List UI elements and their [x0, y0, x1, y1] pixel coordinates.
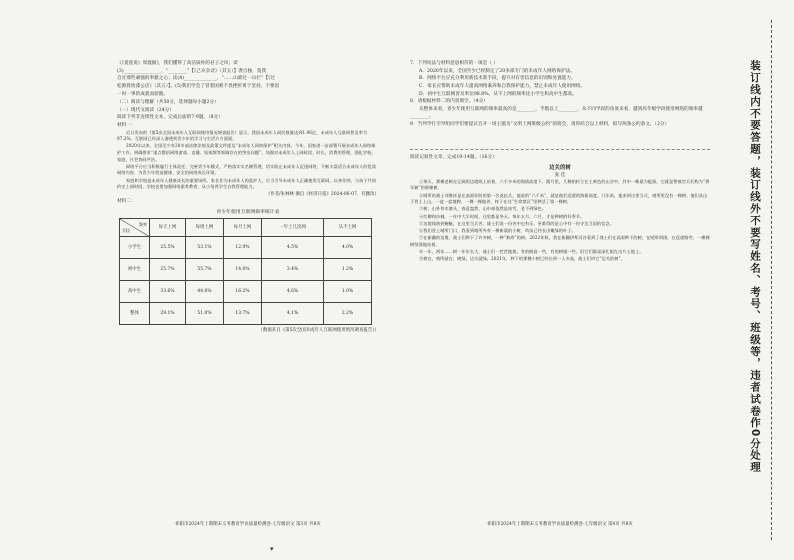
reading-instruction: 阅读记叙性文章，完成10-14题。（16分） — [410, 154, 497, 160]
table-cell: 4.5% — [262, 236, 324, 258]
table-cell: 33.6% — [150, 280, 186, 302]
table-header-cell: 每周上网 — [186, 218, 224, 236]
intro-block — [117, 60, 379, 98]
exam-page-3 — [117, 60, 379, 528]
table-header-cell: 一年上几次网 — [262, 218, 324, 236]
table-header-cell: 每天上网 — [150, 218, 186, 236]
table-cell: 12.9% — [224, 236, 262, 258]
option-a: A．2020年以来，全国至少已经制定了20多部专门的未成年人网络保护法。 — [419, 68, 575, 74]
question-7: 7．下列说法与材料意思相符的一项是（ ） — [410, 61, 499, 66]
article-paragraph: ⑨树在，哨所就在；树绿，边关就绿。2021年，种下的那棵小树已经长到一人多高，战士们叫它“边关的树”。 — [419, 256, 625, 262]
table-cell: 1.0% — [324, 280, 372, 302]
table-title: 青少年使用互联网频率统计表 — [216, 209, 280, 215]
table-cell: 29.1% — [150, 302, 186, 324]
question-8: 8．请根据材料二的内容填空。（4分） — [410, 99, 488, 105]
article-paragraph: ⑧一年，两年……树一年年长大，战士们一茬茬地换。有的树高一些，有的树矮一些，但它们都深深扎根在这片土地上。 — [419, 248, 644, 254]
article-paragraph: ②哨所的战士刘聚祥是在高原驻防的第一名退伍兵，他说的“六千米”，就是他们巡逻的海拔高度。几年前，他来到这里当兵，哨所里没有一棵树。他们从山下背土上山，一盆一盆地种，一棵一棵地养，终于在这“生命禁区”里种活了第一棵树。 — [410, 192, 708, 205]
row-label: 小学生 — [120, 236, 150, 258]
option-d: D．初中生互联网普及率达98.8%，从不上网的频率比小学生和高中生都高。 — [419, 91, 577, 97]
table-cell: 2.2% — [324, 302, 372, 324]
question-8-text: 从整体来看，青少年使用互联网的频率最高的是________，半数以上________，从不同学段的角度来看，越到高年级学段使用网络的频率越________。 — [410, 107, 703, 120]
binding-margin — [727, 20, 783, 540]
table-cell: 44.6% — [186, 280, 224, 302]
question-9: 9．当列学打引导组同学们要提议召开一场主题为“文明上网班级公约”的班会，请你结合以上材料，拟写两条公约条文。（2分） — [410, 121, 670, 127]
table-cell: 55.7% — [186, 258, 224, 280]
corner-bottom-label: 学段 — [122, 227, 131, 233]
corner-top-label: 频率 — [138, 221, 147, 227]
table-cell: 3.4% — [262, 258, 324, 280]
answer-space — [410, 129, 710, 143]
material-paragraph: 近日发布的《第5次全国未成年人互联网使用情况调查报告》显示，我国未成年人网民数量达到1.96亿，未成年人互联网普及率为97.2%。互联网已经深入渗透到青少年的学习与生活方方面面。 — [117, 129, 368, 142]
option-c: C．家长应帮助未成年人提高网络素养和自我保护能力，禁止未成年人使用网络。 — [419, 84, 586, 90]
material-label: 材料二： — [117, 199, 136, 205]
page-footer: 祁阳市2024年上期期末义务教育学业质量检测卷·七年级语文 第4页 共8页 — [487, 521, 633, 527]
table-row — [120, 302, 372, 324]
section-heading: （二）阅读与理解（共50分，选择题每小题2分） — [117, 99, 219, 105]
table-row — [120, 280, 372, 302]
binding-warning: 装订线内不要答题，装订线外不要写姓名、考号、班级等，违者试卷作0分处理 — [749, 60, 761, 474]
section-divider — [410, 149, 710, 150]
subsection-heading: （一）现代文阅读（24分） — [117, 107, 175, 113]
article-paragraph: ⑤边境线曲折蜿蜒，在这里当兵苦，战士们说一份苦中也有乐，更难得的是心中有一份守边卫国的信念。 — [419, 220, 614, 226]
intro-line: 自甘那些顽强的奉献之心；读(4)______________，“……山欲过一山拦”【《过 — [117, 76, 276, 82]
table-cell: 4.1% — [262, 302, 324, 324]
instruction: 阅读下列非连续性文本，完成后面的7-9题。（8分） — [117, 115, 223, 121]
page-footer: 祁阳市2024年上期期末义务教育学业质量检测卷·七年级语文 第3页 共8页 — [175, 521, 321, 527]
intro-line: 《《爱莲说》周敦颐》，我们懂得了高洁质朴的君子之风；读 — [117, 61, 238, 66]
article-title: 边关的树 — [549, 164, 571, 171]
exam-page-4 — [410, 60, 710, 528]
intro-line: (3)________________，“________”【《己亥杂诗》（其五）】袭自独，莫我 — [117, 68, 267, 74]
table-cell: 25.5% — [150, 236, 186, 258]
material-paragraph: 家庭和学校是未成年人健康成长的重要场所。家长作为未成年人的监护人，应当引导未成年人正确使用互联网，以身作则，与孩子共同约定上网时间，学校也要加强网络素养教育，从小培养学生自我管理能力。 — [117, 177, 377, 190]
article-paragraph: ③树，山外草木寨头，春意盎然，山中却依然是冰雪，老不到绿色。 — [419, 206, 547, 212]
fold-mark: ▾ — [270, 545, 274, 553]
table-cell: 13.7% — [224, 302, 262, 324]
material-source: （作者/朱林林 摘自《经济日报》2024-06-07，有删改） — [265, 192, 379, 198]
intro-line: 松源晨炊漆公店》（其五）】。(5)我们学会了冒着困难不畏挫折勇于坚持，不要因 — [117, 84, 280, 90]
row-label: 高中生 — [120, 280, 150, 302]
table-corner-cell — [120, 218, 150, 236]
material-label: 材料一： — [117, 122, 136, 128]
frequency-table — [119, 218, 372, 325]
material-paragraph: 网络平台应当积极履行主体责任，完善青少年模式，严格落实实名制管理，切实防止未成年人沉迷网络，不断丰富适合未成年人的优质网络内容，为青少年营造健康、安全的网络成长环境。 — [117, 163, 377, 176]
table-cell: 16.2% — [224, 280, 262, 302]
row-label: 初中生 — [120, 258, 150, 280]
article-paragraph: ⑦在新疆的边境，战士们种下了许多树，一种“救命”的树。2022年秋，我在新疆伊犁河谷看到了战士们在高原种下的树，在哨所周围，在巡逻路旁，一棵棵树坚强地站着。 — [410, 235, 710, 247]
table-cell: 53.1% — [186, 236, 224, 258]
table-header-cell: 每月上网 — [224, 218, 262, 236]
table-source: （数据来自《第5次全国未成年人互联网使用情况调查报告》） — [258, 327, 379, 333]
table-cell: 14.0% — [224, 258, 262, 280]
table-cell: 4.6% — [262, 280, 324, 302]
table-row — [120, 258, 372, 280]
table-cell: 4.0% — [324, 236, 372, 258]
table-cell: 1.2% — [324, 258, 372, 280]
article-paragraph: ①那天，那棵老树在辽阔的边境线上站着，六千多米的海拔高度下，圆月里，几株柏杉立在土黄色的山谷中，其中一株最为挺拔，它就是曾被官兵们称为“将军树”的那棵树。 — [410, 178, 710, 191]
row-label: 整体 — [120, 302, 150, 324]
article-paragraph: ⑥我们登上哨所门口，我看到哨所外有一棵新栽的小树，幼苗已经长出嫩绿的叶子。 — [419, 227, 576, 233]
table-header-row — [120, 218, 372, 236]
material-paragraph: 2020年以来，全国至少有20多部法律法规及政策文件提及“未成年人网络保护”相关内容。今年，国家进一步部署开展未成年人网络保护工作，明确要求“重点整治网络游戏、直播、短视频等领域存在的突出问题”，加强对未成年人上网时段、时长、消费的管理，强化学校、家庭、社会协同共治。 — [117, 143, 376, 162]
article-paragraph: ④红柳和沙棘，一年中大半时间，这里都是冬天。每年五月、六月，才是种树的好季节。 — [419, 213, 585, 219]
option-b: B．网络平台应充分利用新技术新手段，提升对有害信息的识别和处置能力。 — [419, 76, 576, 82]
table-row — [120, 236, 372, 258]
binding-dashed-line — [771, 20, 772, 540]
table-header-cell: 从不上网 — [324, 218, 372, 236]
table-cell: 51.0% — [186, 302, 224, 324]
intro-line: 一时一事的成就而骄傲。 — [117, 91, 169, 97]
table-cell: 25.7% — [150, 258, 186, 280]
article-author: 张 佳 — [554, 172, 566, 178]
